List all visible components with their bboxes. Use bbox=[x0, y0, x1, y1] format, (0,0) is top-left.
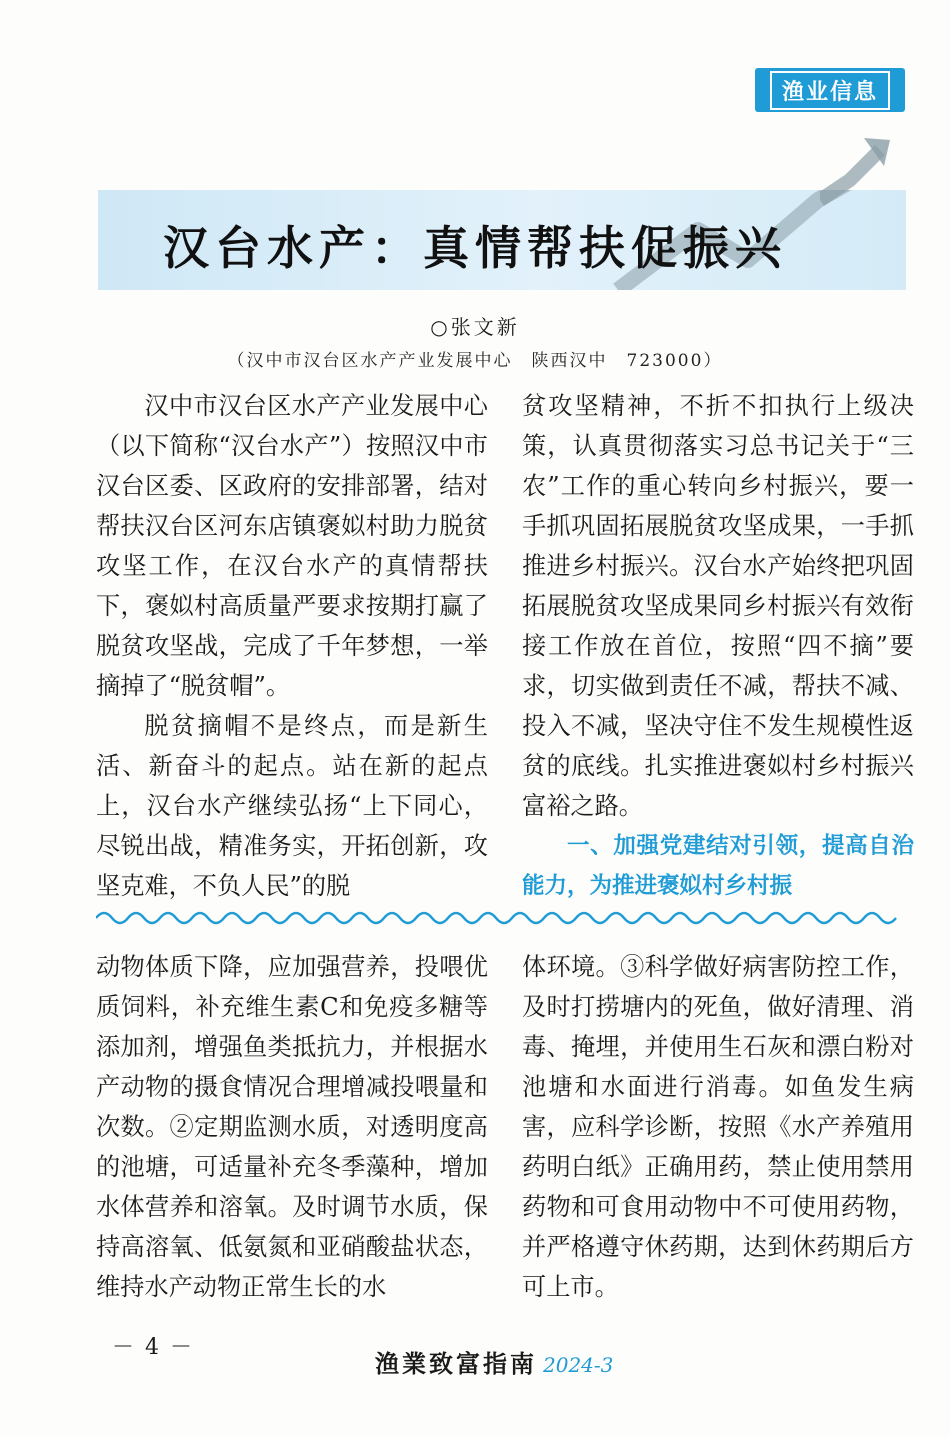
section-tag-label: 渔业信息 bbox=[770, 71, 890, 110]
section-heading: 一、加强党建结对引领，提高自治能力，为推进褒姒村乡村振 bbox=[522, 833, 914, 899]
journal-name: 渔業致富指南 bbox=[375, 1349, 537, 1378]
lower-right-column bbox=[522, 947, 914, 1307]
article-title: 汉台水产：真情帮扶促振兴 bbox=[163, 221, 787, 275]
paragraph: 动物体质下降，应加强营养，投喂优质饲料，补充维生素C和免疫多糖等添加剂，增强鱼类抵抗力，并根据水产动物的摄食情况合理增减投喂量和次数。②定期监测水质，对透明度高的池塘，可适量补充冬季藻种，增加水体营养和溶氧。及时调节水质，保持高溶氧、低氨氮和亚硝酸盐状态，维持水产动物正常生长的水 bbox=[96, 953, 488, 1301]
journal-footer bbox=[375, 1344, 613, 1379]
lower-left-column bbox=[96, 947, 488, 1307]
page-number: － 4 － bbox=[112, 1335, 194, 1360]
author-line: ○张文新 bbox=[430, 315, 520, 339]
upper-left-column bbox=[96, 386, 488, 906]
arrow-head-icon bbox=[820, 130, 900, 210]
upper-right-column bbox=[522, 386, 914, 906]
paragraph: 汉中市汉台区水产产业发展中心（以下简称“汉台水产”）按照汉中市汉台区委、区政府的安排部署，结对帮扶汉台区河东店镇褒姒村助力脱贫攻坚工作，在汉台水产的真情帮扶下，褒姒村高质量严要求按期打赢了脱贫攻坚战，完成了千年梦想，一举摘掉了“脱贫帽”。 bbox=[96, 392, 488, 700]
paragraph: 体环境。③科学做好病害防控工作，及时打捞塘内的死鱼，做好清理、消毒、掩埋，并使用生石灰和漂白粉对池塘和水面进行消毒。如鱼发生病害，应科学诊断，按照《水产养殖用药明白纸》正确用药，禁止使用禁用药物和可食用动物中不可使用药物，并严格遵守休药期，达到休药期后方可上市。 bbox=[522, 953, 914, 1301]
wave-divider bbox=[96, 906, 904, 930]
issue-number: 2024-3 bbox=[543, 1353, 614, 1377]
section-tag bbox=[755, 68, 905, 112]
paragraph: 贫攻坚精神，不折不扣执行上级决策，认真贯彻落实习总书记关于“三农”工作的重心转向乡村振兴，要一手抓巩固拓展脱贫攻坚成果，一手抓推进乡村振兴。汉台水产始终把巩固拓展脱贫攻坚成果同乡村振兴有效衔接工作放在首位，按照“四不摘”要求，切实做到责任不减，帮扶不减、投入不减，坚决守住不发生规模性返贫的底线。扎实推进褒姒村乡村振兴富裕之路。 bbox=[522, 392, 914, 820]
paragraph: 脱贫摘帽不是终点，而是新生活、新奋斗的起点。站在新的起点上，汉台水产继续弘扬“上下同心，尽锐出战，精准务实，开拓创新，攻坚克难，不负人民”的脱 bbox=[96, 712, 488, 900]
affiliation-line: （汉中市汉台区水产产业发展中心 陕西汉中 723000） bbox=[227, 351, 723, 371]
